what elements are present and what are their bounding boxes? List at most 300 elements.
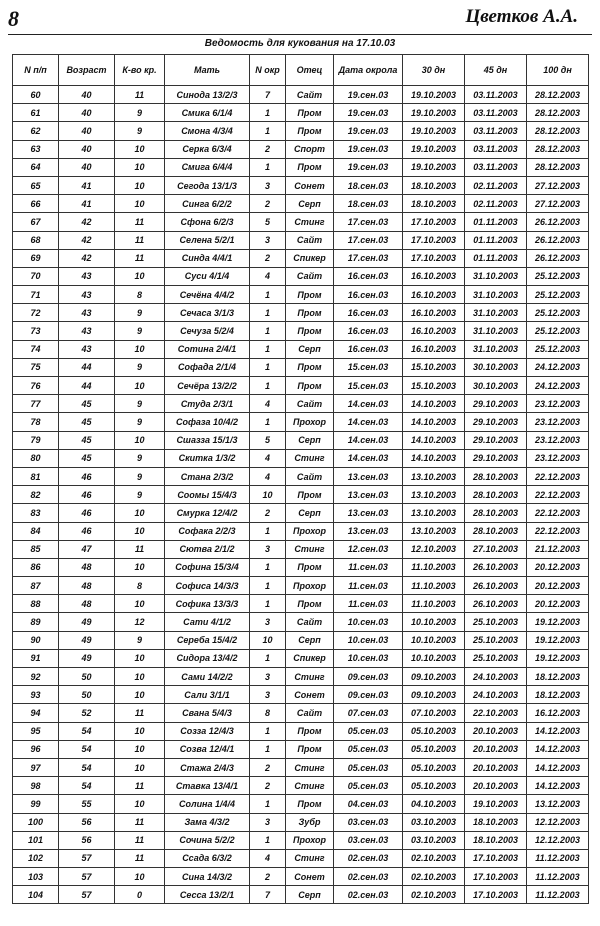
cell-day-45: 26.10.2003	[465, 558, 527, 576]
cell-kit-count: 11	[115, 704, 165, 722]
column-header-dam: Мать	[165, 55, 250, 86]
cell-litter-number: 7	[250, 86, 286, 104]
cell-kit-count: 11	[115, 249, 165, 267]
cell-kit-count: 10	[115, 558, 165, 576]
cell-litter-number: 10	[250, 631, 286, 649]
cell-day-30: 13.10.2003	[403, 486, 465, 504]
cell-row-number: 68	[13, 231, 59, 249]
cell-row-number: 100	[13, 813, 59, 831]
cell-litter-number: 2	[250, 758, 286, 776]
cell-day-30: 04.10.2003	[403, 795, 465, 813]
cell-sire: Пром	[286, 740, 334, 758]
cell-day-30: 15.10.2003	[403, 377, 465, 395]
cell-kit-count: 9	[115, 413, 165, 431]
cell-day-100: 28.12.2003	[527, 158, 589, 176]
table-row	[13, 231, 589, 249]
cell-kit-count: 10	[115, 140, 165, 158]
cell-day-30: 14.10.2003	[403, 449, 465, 467]
cell-kit-count: 9	[115, 104, 165, 122]
cell-day-100: 23.12.2003	[527, 395, 589, 413]
cell-sire: Пром	[286, 722, 334, 740]
cell-age: 43	[59, 322, 115, 340]
cell-row-number: 95	[13, 722, 59, 740]
cell-day-100: 11.12.2003	[527, 868, 589, 886]
cell-litter-number: 3	[250, 813, 286, 831]
cell-day-45: 01.11.2003	[465, 249, 527, 267]
cell-day-100: 25.12.2003	[527, 304, 589, 322]
cell-day-30: 05.10.2003	[403, 758, 465, 776]
cell-kit-count: 9	[115, 467, 165, 485]
cell-sire: Сайт	[286, 267, 334, 285]
cell-kit-count: 11	[115, 849, 165, 867]
cell-row-number: 94	[13, 704, 59, 722]
cell-day-30: 05.10.2003	[403, 722, 465, 740]
cell-day-100: 18.12.2003	[527, 668, 589, 686]
cell-litter-number: 5	[250, 213, 286, 231]
table-row	[13, 140, 589, 158]
cell-dam: Сина 14/3/2	[165, 868, 250, 886]
cell-dam: Синга 6/2/2	[165, 195, 250, 213]
cell-litter-number: 1	[250, 795, 286, 813]
cell-day-45: 25.10.2003	[465, 631, 527, 649]
cell-litter-number: 1	[250, 595, 286, 613]
table-row	[13, 540, 589, 558]
cell-litter-number: 1	[250, 740, 286, 758]
cell-day-45: 28.10.2003	[465, 486, 527, 504]
cell-row-number: 91	[13, 649, 59, 667]
cell-age: 40	[59, 104, 115, 122]
cell-kit-count: 10	[115, 795, 165, 813]
cell-kit-count: 9	[115, 358, 165, 376]
cell-row-number: 89	[13, 613, 59, 631]
cell-day-45: 03.11.2003	[465, 104, 527, 122]
cell-kit-count: 11	[115, 213, 165, 231]
cell-age: 48	[59, 558, 115, 576]
cell-day-100: 24.12.2003	[527, 377, 589, 395]
cell-age: 49	[59, 631, 115, 649]
cell-dam: Сереба 15/4/2	[165, 631, 250, 649]
cell-kindling-date: 10.сен.03	[334, 631, 403, 649]
cell-kit-count: 10	[115, 377, 165, 395]
cell-age: 56	[59, 813, 115, 831]
cell-day-100: 28.12.2003	[527, 140, 589, 158]
cell-sire: Спорт	[286, 140, 334, 158]
table-row	[13, 558, 589, 576]
cell-dam: Сютва 2/1/2	[165, 540, 250, 558]
cell-dam: Сотина 2/4/1	[165, 340, 250, 358]
column-header-kindling-date: Дата окрола	[334, 55, 403, 86]
cell-kindling-date: 11.сен.03	[334, 558, 403, 576]
table-row	[13, 195, 589, 213]
cell-day-45: 30.10.2003	[465, 377, 527, 395]
cell-age: 41	[59, 195, 115, 213]
cell-kit-count: 11	[115, 86, 165, 104]
cell-day-45: 29.10.2003	[465, 449, 527, 467]
breeding-table	[12, 54, 589, 904]
cell-day-100: 26.12.2003	[527, 249, 589, 267]
cell-age: 46	[59, 486, 115, 504]
cell-sire: Пром	[286, 558, 334, 576]
cell-sire: Спикер	[286, 649, 334, 667]
cell-age: 40	[59, 140, 115, 158]
cell-age: 54	[59, 722, 115, 740]
cell-day-45: 03.11.2003	[465, 140, 527, 158]
cell-sire: Пром	[286, 486, 334, 504]
cell-age: 45	[59, 395, 115, 413]
cell-day-30: 16.10.2003	[403, 304, 465, 322]
cell-kindling-date: 16.сен.03	[334, 304, 403, 322]
cell-dam: Софаза 10/4/2	[165, 413, 250, 431]
cell-row-number: 74	[13, 340, 59, 358]
cell-day-30: 18.10.2003	[403, 195, 465, 213]
cell-sire: Стинг	[286, 213, 334, 231]
cell-day-30: 19.10.2003	[403, 104, 465, 122]
cell-kindling-date: 04.сен.03	[334, 795, 403, 813]
cell-age: 44	[59, 358, 115, 376]
cell-day-45: 31.10.2003	[465, 304, 527, 322]
cell-kit-count: 10	[115, 649, 165, 667]
cell-day-30: 17.10.2003	[403, 231, 465, 249]
cell-kindling-date: 03.сен.03	[334, 831, 403, 849]
table-row	[13, 358, 589, 376]
cell-litter-number: 5	[250, 431, 286, 449]
cell-kindling-date: 14.сен.03	[334, 431, 403, 449]
table-row	[13, 722, 589, 740]
cell-kindling-date: 10.сен.03	[334, 649, 403, 667]
cell-age: 42	[59, 249, 115, 267]
author-name: Цветков А.А.	[465, 6, 578, 27]
cell-age: 46	[59, 467, 115, 485]
cell-kindling-date: 19.сен.03	[334, 122, 403, 140]
cell-age: 48	[59, 595, 115, 613]
cell-row-number: 62	[13, 122, 59, 140]
cell-day-30: 19.10.2003	[403, 158, 465, 176]
cell-day-45: 31.10.2003	[465, 322, 527, 340]
cell-row-number: 65	[13, 176, 59, 194]
cell-day-45: 20.10.2003	[465, 722, 527, 740]
cell-sire: Сайт	[286, 704, 334, 722]
cell-day-30: 13.10.2003	[403, 504, 465, 522]
cell-dam: Суси 4/1/4	[165, 267, 250, 285]
cell-sire: Пром	[286, 122, 334, 140]
cell-age: 57	[59, 886, 115, 904]
cell-sire: Стинг	[286, 540, 334, 558]
cell-day-45: 18.10.2003	[465, 831, 527, 849]
cell-day-100: 27.12.2003	[527, 176, 589, 194]
cell-litter-number: 1	[250, 122, 286, 140]
table-row	[13, 122, 589, 140]
cell-day-100: 25.12.2003	[527, 340, 589, 358]
cell-day-45: 28.10.2003	[465, 504, 527, 522]
cell-age: 46	[59, 504, 115, 522]
cell-day-45: 22.10.2003	[465, 704, 527, 722]
cell-day-100: 26.12.2003	[527, 213, 589, 231]
cell-litter-number: 3	[250, 231, 286, 249]
table-row	[13, 704, 589, 722]
cell-kit-count: 10	[115, 595, 165, 613]
cell-kit-count: 12	[115, 613, 165, 631]
table-row	[13, 449, 589, 467]
cell-dam: Селена 5/2/1	[165, 231, 250, 249]
cell-row-number: 70	[13, 267, 59, 285]
cell-sire: Пром	[286, 286, 334, 304]
cell-row-number: 73	[13, 322, 59, 340]
cell-sire: Зубр	[286, 813, 334, 831]
cell-kit-count: 9	[115, 322, 165, 340]
cell-litter-number: 1	[250, 358, 286, 376]
cell-kindling-date: 02.сен.03	[334, 886, 403, 904]
cell-age: 40	[59, 158, 115, 176]
cell-sire: Сайт	[286, 395, 334, 413]
cell-age: 44	[59, 377, 115, 395]
cell-day-30: 13.10.2003	[403, 467, 465, 485]
column-header-day-30: 30 дн	[403, 55, 465, 86]
table-row	[13, 849, 589, 867]
cell-kindling-date: 13.сен.03	[334, 504, 403, 522]
cell-day-100: 22.12.2003	[527, 467, 589, 485]
cell-row-number: 82	[13, 486, 59, 504]
cell-day-100: 19.12.2003	[527, 631, 589, 649]
cell-kindling-date: 14.сен.03	[334, 395, 403, 413]
cell-day-45: 26.10.2003	[465, 577, 527, 595]
cell-day-100: 12.12.2003	[527, 831, 589, 849]
cell-dam: Ставка 13/4/1	[165, 777, 250, 795]
cell-kindling-date: 02.сен.03	[334, 868, 403, 886]
cell-kindling-date: 12.сен.03	[334, 540, 403, 558]
cell-day-30: 02.10.2003	[403, 886, 465, 904]
table-row	[13, 104, 589, 122]
cell-day-30: 03.10.2003	[403, 813, 465, 831]
cell-dam: Сечёра 13/2/2	[165, 377, 250, 395]
cell-dam: Софиса 14/3/3	[165, 577, 250, 595]
cell-day-100: 28.12.2003	[527, 86, 589, 104]
cell-day-30: 16.10.2003	[403, 286, 465, 304]
cell-day-30: 19.10.2003	[403, 122, 465, 140]
cell-kit-count: 11	[115, 831, 165, 849]
cell-row-number: 60	[13, 86, 59, 104]
cell-kindling-date: 16.сен.03	[334, 322, 403, 340]
cell-litter-number: 1	[250, 377, 286, 395]
cell-litter-number: 1	[250, 286, 286, 304]
cell-dam: Сочина 5/2/2	[165, 831, 250, 849]
cell-sire: Прохор	[286, 413, 334, 431]
cell-kit-count: 11	[115, 231, 165, 249]
cell-day-100: 18.12.2003	[527, 686, 589, 704]
cell-day-100: 20.12.2003	[527, 595, 589, 613]
table-row	[13, 322, 589, 340]
cell-day-100: 20.12.2003	[527, 577, 589, 595]
cell-dam: Смурка 12/4/2	[165, 504, 250, 522]
cell-sire: Пром	[286, 158, 334, 176]
cell-day-30: 15.10.2003	[403, 358, 465, 376]
cell-kindling-date: 05.сен.03	[334, 722, 403, 740]
cell-age: 55	[59, 795, 115, 813]
cell-row-number: 86	[13, 558, 59, 576]
cell-litter-number: 8	[250, 704, 286, 722]
table-row	[13, 176, 589, 194]
cell-day-30: 02.10.2003	[403, 868, 465, 886]
cell-litter-number: 1	[250, 831, 286, 849]
cell-kit-count: 10	[115, 686, 165, 704]
cell-sire: Прохор	[286, 831, 334, 849]
table-row	[13, 577, 589, 595]
cell-day-45: 20.10.2003	[465, 740, 527, 758]
cell-litter-number: 1	[250, 522, 286, 540]
cell-dam: Синда 4/4/1	[165, 249, 250, 267]
cell-kindling-date: 14.сен.03	[334, 449, 403, 467]
cell-kit-count: 10	[115, 195, 165, 213]
table-row	[13, 467, 589, 485]
cell-litter-number: 1	[250, 304, 286, 322]
cell-day-100: 14.12.2003	[527, 722, 589, 740]
cell-dam: Стана 2/3/2	[165, 467, 250, 485]
cell-kit-count: 9	[115, 486, 165, 504]
cell-age: 43	[59, 286, 115, 304]
table-title: Ведомость для кукования на 17.10.03	[204, 38, 396, 49]
cell-litter-number: 3	[250, 540, 286, 558]
cell-day-45: 20.10.2003	[465, 777, 527, 795]
cell-kit-count: 11	[115, 777, 165, 795]
cell-sire: Пром	[286, 377, 334, 395]
cell-day-30: 07.10.2003	[403, 704, 465, 722]
cell-day-45: 31.10.2003	[465, 286, 527, 304]
cell-row-number: 63	[13, 140, 59, 158]
cell-age: 43	[59, 267, 115, 285]
cell-litter-number: 2	[250, 868, 286, 886]
column-header-row-number: N п/п	[13, 55, 59, 86]
cell-row-number: 76	[13, 377, 59, 395]
cell-kit-count: 9	[115, 449, 165, 467]
cell-sire: Спикер	[286, 249, 334, 267]
cell-row-number: 93	[13, 686, 59, 704]
cell-day-30: 14.10.2003	[403, 431, 465, 449]
table-body	[13, 86, 589, 904]
cell-sire: Стинг	[286, 849, 334, 867]
cell-day-45: 29.10.2003	[465, 431, 527, 449]
cell-day-100: 28.12.2003	[527, 122, 589, 140]
cell-litter-number: 1	[250, 413, 286, 431]
cell-day-100: 22.12.2003	[527, 504, 589, 522]
table-row	[13, 795, 589, 813]
cell-age: 54	[59, 740, 115, 758]
cell-kindling-date: 07.сен.03	[334, 704, 403, 722]
cell-day-30: 09.10.2003	[403, 668, 465, 686]
cell-age: 40	[59, 122, 115, 140]
table-row	[13, 522, 589, 540]
cell-day-100: 23.12.2003	[527, 449, 589, 467]
cell-day-45: 20.10.2003	[465, 758, 527, 776]
cell-sire: Серп	[286, 340, 334, 358]
cell-dam: Софака 2/2/3	[165, 522, 250, 540]
table-header	[13, 55, 589, 86]
cell-row-number: 97	[13, 758, 59, 776]
cell-kit-count: 9	[115, 304, 165, 322]
cell-litter-number: 1	[250, 558, 286, 576]
cell-litter-number: 1	[250, 104, 286, 122]
cell-dam: Зама 4/3/2	[165, 813, 250, 831]
cell-kindling-date: 18.сен.03	[334, 195, 403, 213]
cell-day-45: 19.10.2003	[465, 795, 527, 813]
cell-day-30: 10.10.2003	[403, 613, 465, 631]
cell-litter-number: 7	[250, 886, 286, 904]
cell-row-number: 98	[13, 777, 59, 795]
cell-age: 43	[59, 340, 115, 358]
cell-age: 40	[59, 86, 115, 104]
column-header-kit-count: К-во кр.	[115, 55, 165, 86]
table-row	[13, 286, 589, 304]
cell-day-45: 01.11.2003	[465, 231, 527, 249]
cell-sire: Прохор	[286, 522, 334, 540]
cell-kindling-date: 17.сен.03	[334, 213, 403, 231]
cell-day-100: 26.12.2003	[527, 231, 589, 249]
cell-day-100: 11.12.2003	[527, 886, 589, 904]
table-row	[13, 613, 589, 631]
cell-kindling-date: 09.сен.03	[334, 686, 403, 704]
cell-row-number: 88	[13, 595, 59, 613]
cell-day-100: 22.12.2003	[527, 522, 589, 540]
cell-litter-number: 3	[250, 176, 286, 194]
cell-row-number: 101	[13, 831, 59, 849]
cell-litter-number: 10	[250, 486, 286, 504]
table-row	[13, 886, 589, 904]
table-row	[13, 213, 589, 231]
cell-dam: Стажа 2/4/3	[165, 758, 250, 776]
cell-day-100: 14.12.2003	[527, 740, 589, 758]
cell-sire: Пром	[286, 104, 334, 122]
cell-kit-count: 8	[115, 577, 165, 595]
cell-litter-number: 3	[250, 668, 286, 686]
cell-age: 54	[59, 758, 115, 776]
cell-dam: Студа 2/3/1	[165, 395, 250, 413]
cell-litter-number: 4	[250, 449, 286, 467]
cell-day-30: 03.10.2003	[403, 831, 465, 849]
column-header-sire: Отец	[286, 55, 334, 86]
cell-dam: Соомы 15/4/3	[165, 486, 250, 504]
cell-sire: Пром	[286, 358, 334, 376]
cell-litter-number: 2	[250, 504, 286, 522]
table-row	[13, 758, 589, 776]
cell-sire: Сайт	[286, 467, 334, 485]
cell-day-30: 16.10.2003	[403, 340, 465, 358]
cell-dam: Сечёна 4/4/2	[165, 286, 250, 304]
cell-day-100: 23.12.2003	[527, 431, 589, 449]
cell-day-30: 05.10.2003	[403, 777, 465, 795]
cell-kindling-date: 17.сен.03	[334, 249, 403, 267]
cell-dam: Сидора 13/4/2	[165, 649, 250, 667]
cell-day-45: 17.10.2003	[465, 868, 527, 886]
cell-dam: Свана 5/4/3	[165, 704, 250, 722]
table-row	[13, 813, 589, 831]
cell-kit-count: 9	[115, 631, 165, 649]
cell-litter-number: 1	[250, 322, 286, 340]
cell-age: 52	[59, 704, 115, 722]
cell-day-45: 01.11.2003	[465, 213, 527, 231]
cell-row-number: 61	[13, 104, 59, 122]
column-header-day-45: 45 дн	[465, 55, 527, 86]
cell-kindling-date: 19.сен.03	[334, 86, 403, 104]
cell-sire: Прохор	[286, 577, 334, 595]
cell-day-100: 24.12.2003	[527, 358, 589, 376]
cell-row-number: 78	[13, 413, 59, 431]
cell-litter-number: 1	[250, 722, 286, 740]
cell-day-30: 05.10.2003	[403, 740, 465, 758]
cell-kindling-date: 19.сен.03	[334, 140, 403, 158]
cell-day-45: 03.11.2003	[465, 122, 527, 140]
table-row	[13, 249, 589, 267]
cell-dam: Сфона 6/2/3	[165, 213, 250, 231]
cell-dam: Серка 6/3/4	[165, 140, 250, 158]
cell-dam: Скитка 1/3/2	[165, 449, 250, 467]
